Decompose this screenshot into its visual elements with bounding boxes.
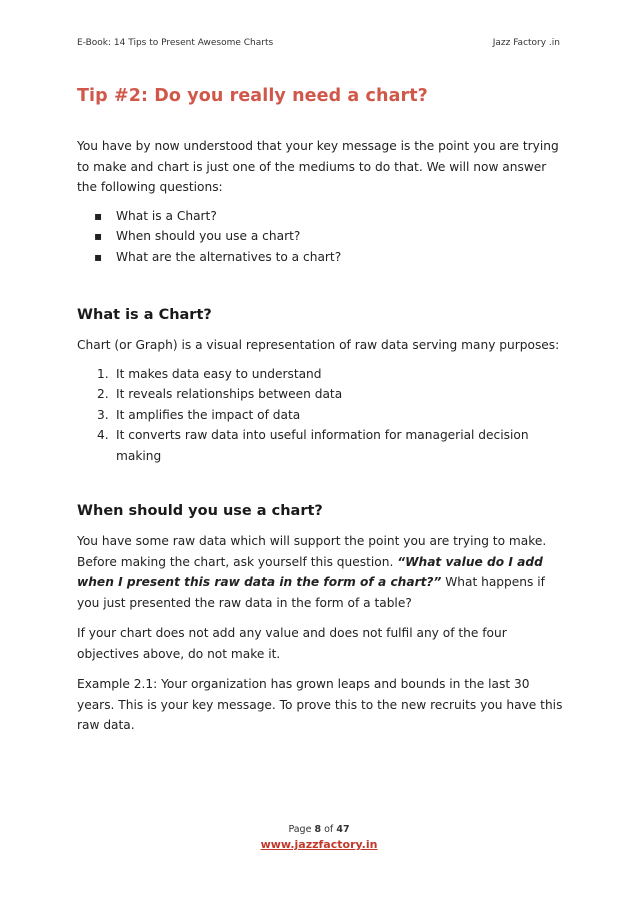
website-link[interactable]: www.jazzfactory.in xyxy=(260,838,378,851)
list-text: It makes data easy to understand xyxy=(116,366,322,381)
p1-after: What happens if you just presented the raw data in the form of a table? xyxy=(77,575,545,610)
page-total: 47 xyxy=(336,824,350,835)
list-item xyxy=(77,364,563,385)
header-title: E-Book: 14 Tips to Present Awesome Charts xyxy=(77,38,274,48)
list-text: It converts raw data into useful information for managerial decision making xyxy=(116,428,529,463)
spacer xyxy=(77,466,563,503)
page-current: 8 xyxy=(314,824,322,835)
questions-list xyxy=(77,206,563,268)
list-item xyxy=(77,384,563,405)
page-footer xyxy=(0,822,638,853)
page-of: of xyxy=(324,824,334,835)
purposes-list xyxy=(77,364,563,467)
spacer xyxy=(77,267,563,307)
section2-paragraph-2: If your chart does not add any value and does not fulfil any of the four objectives above, do not make it. xyxy=(77,626,507,661)
page-content xyxy=(77,86,563,746)
header-brand: Jazz Factory .in xyxy=(492,38,560,48)
list-number: 3. xyxy=(97,407,109,422)
list-number: 1. xyxy=(97,366,109,381)
key-question: “What value do I add when I present this raw data in the form of a chart?” xyxy=(77,554,543,589)
list-item xyxy=(77,425,563,466)
list-number: 4. xyxy=(97,428,109,442)
section-heading-what-is-chart: What is a Chart? xyxy=(77,307,212,323)
page-label: Page xyxy=(288,824,312,835)
list-item: ▪ When should you use a chart? xyxy=(77,226,563,247)
list-item: ▪ What is a Chart? xyxy=(77,206,563,227)
tip-title: Tip #2: Do you really need a chart? xyxy=(77,86,428,106)
list-text: It reveals relationships between data xyxy=(116,387,343,401)
page-number xyxy=(0,822,638,837)
section-heading-when-to-use: When should you use a chart? xyxy=(77,503,323,519)
list-text: It amplifies the impact of data xyxy=(116,407,301,422)
section2-paragraph-1 xyxy=(77,531,563,613)
intro-paragraph: You have by now understood that your key message is the point you are trying to make and chart is just one of the mediums to do that. We will now answer the following questions: xyxy=(77,139,559,194)
p1-before: You have some raw data which will support the point you are trying to make. Before making the chart, ask yourself this question. xyxy=(77,534,547,569)
list-item xyxy=(77,405,563,426)
section2-paragraph-3: Example 2.1: Your organization has grown leaps and bounds in the last 30 years. This is your key message. To prove this to the new recruits you have this raw data. xyxy=(77,677,563,732)
list-number: 2. xyxy=(97,387,109,401)
list-item: ▪ What are the alternatives to a chart? xyxy=(77,247,563,268)
section1-paragraph: Chart (or Graph) is a visual representation of raw data serving many purposes: xyxy=(77,338,560,352)
